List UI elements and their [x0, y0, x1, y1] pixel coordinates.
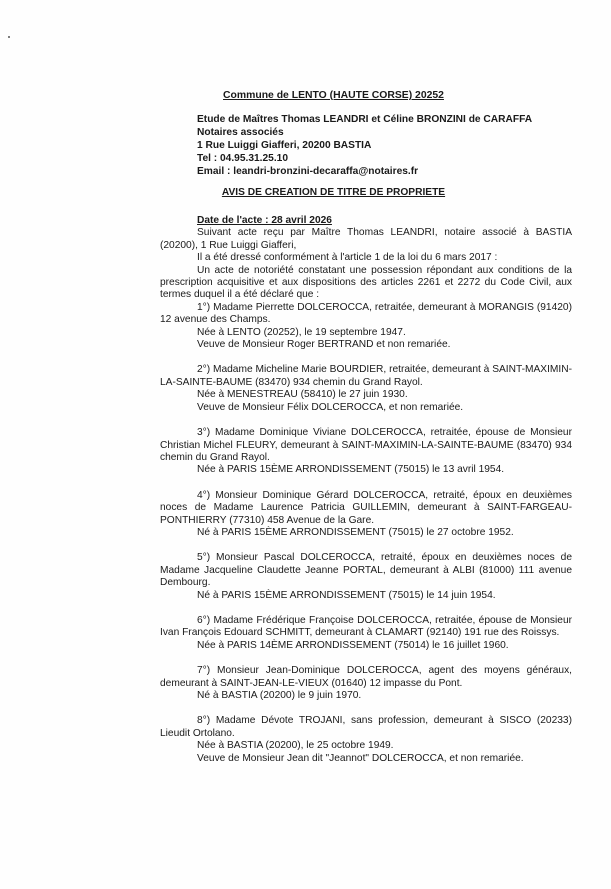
- person-entry: [160, 302, 572, 352]
- person-details: 2°) Madame Micheline Marie BOURDIER, retraitée, demeurant à SAINT-MAXIMIN-LA-SAINTE-BAUME (83470) 934 chemin du Grand Rayol.: [160, 364, 572, 388]
- person-details: 7°) Monsieur Jean-Dominique DOLCEROCCA, agent des moyens généraux, demeurant à SAINT-JEAN-LE-VIEUX (01640) 12 impasse du Pont.: [160, 665, 572, 689]
- notary-office-block: [197, 113, 532, 178]
- office-subtitle: Notaires associés: [197, 127, 284, 138]
- person-status: Veuve de Monsieur Roger BERTRAND et non remariée.: [197, 339, 451, 351]
- scan-speck: [8, 36, 10, 38]
- commune-heading: Commune de LENTO (HAUTE CORSE) 20252: [223, 90, 444, 101]
- person-status: Veuve de Monsieur Jean dit "Jeannot" DOLCEROCCA, et non remariée.: [197, 752, 524, 764]
- person-birth: Née à PARIS 15ÈME ARRONDISSEMENT (75015) le 13 avril 1954.: [197, 464, 505, 476]
- notice-title: AVIS DE CREATION DE TITRE DE PROPRIETE: [221, 187, 446, 198]
- person-entry: [160, 490, 572, 540]
- person-birth: Né à PARIS 15ÈME ARRONDISSEMENT (75015) le 27 octobre 1952.: [197, 526, 514, 538]
- act-paragraph-2: Il a été dressé conformément à l'article 1 de la loi du 6 mars 2017 :: [197, 252, 498, 264]
- person-details: 8°) Madame Dévote TROJANI, sans profession, demeurant à SISCO (20233) Lieudit Ortolano.: [160, 715, 572, 739]
- person-details: 6°) Madame Frédérique Françoise DOLCEROCCA, retraitée, épouse de Monsieur Ivan François Edouard SCHMITT, demeurant à CLAMART (92140) 191 rue des Roissys.: [160, 614, 572, 639]
- act-paragraph-1: Suivant acte reçu par Maître Thomas LEANDRI, notaire associé à BASTIA (20200), 1 Rue Luiggi Giafferi,: [160, 227, 572, 251]
- person-birth: Née à BASTIA (20200), le 25 octobre 1949.: [197, 740, 394, 752]
- person-entry: [160, 715, 572, 765]
- office-name: Etude de Maîtres Thomas LEANDRI et Céline BRONZINI de CARAFFA: [197, 114, 533, 125]
- person-birth: Né à BASTIA (20200) le 9 juin 1970.: [197, 690, 362, 701]
- office-phone: Tel : 04.95.31.25.10: [197, 153, 288, 164]
- person-birth: Née à MENESTREAU (58410) le 27 juin 1930.: [197, 389, 408, 401]
- person-details: 3°) Madame Dominique Viviane DOLCEROCCA, retraitée, épouse de Monsieur Christian Michel FLEURY, demeurant à SAINT-MAXIMIN-LA-SAINTE-BAUME (83470) 934 chemin du Grand Rayol.: [160, 427, 572, 463]
- person-details: 1°) Madame Pierrette DOLCEROCCA, retraitée, demeurant à MORANGIS (91420) 12 avenue des Champs.: [160, 301, 572, 326]
- person-entry: [160, 665, 572, 702]
- act-date: Date de l'acte : 28 avril 2026: [197, 215, 332, 226]
- person-entry: [160, 364, 572, 414]
- person-birth: Née à LENTO (20252), le 19 septembre 1947.: [197, 326, 406, 338]
- person-status: Veuve de Monsieur Félix DOLCEROCCA, et non remariée.: [197, 401, 464, 413]
- office-address: 1 Rue Luiggi Giafferi, 20200 BASTIA: [197, 140, 372, 151]
- person-entry: [160, 427, 572, 477]
- office-email: Email : leandri-bronzini-decaraffa@notaires.fr: [197, 166, 419, 177]
- person-entry: [160, 552, 572, 602]
- person-entry: [160, 615, 572, 652]
- notice-body: [160, 215, 572, 765]
- person-details: 4°) Monsieur Dominique Gérard DOLCEROCCA, retraité, époux en deuxièmes noces de Madame Laurence Patricia GUILLEMIN, demeurant à SAINT-FARGEAU-PONTHIERRY (77310) 458 Avenue de la Gare.: [160, 489, 572, 526]
- act-paragraph-3: Un acte de notoriété constatant une possession répondant aux conditions de la prescription acquisitive et aux dispositions des articles 2261 et 2272 du Code Civil, aux termes duquel il a été déclaré que :: [160, 264, 572, 301]
- person-details: 5°) Monsieur Pascal DOLCEROCCA, retraité, époux en deuxièmes noces de Madame Jacqueline Claudette Jeanne PORTAL, demeurant à ALBI (81000) 111 avenue Dembourg.: [160, 552, 572, 589]
- person-birth: Née à PARIS 14ÈME ARRONDISSEMENT (75014) le 16 juillet 1960.: [197, 639, 509, 651]
- person-birth: Né à PARIS 15ÈME ARRONDISSEMENT (75015) le 14 juin 1954.: [197, 589, 496, 601]
